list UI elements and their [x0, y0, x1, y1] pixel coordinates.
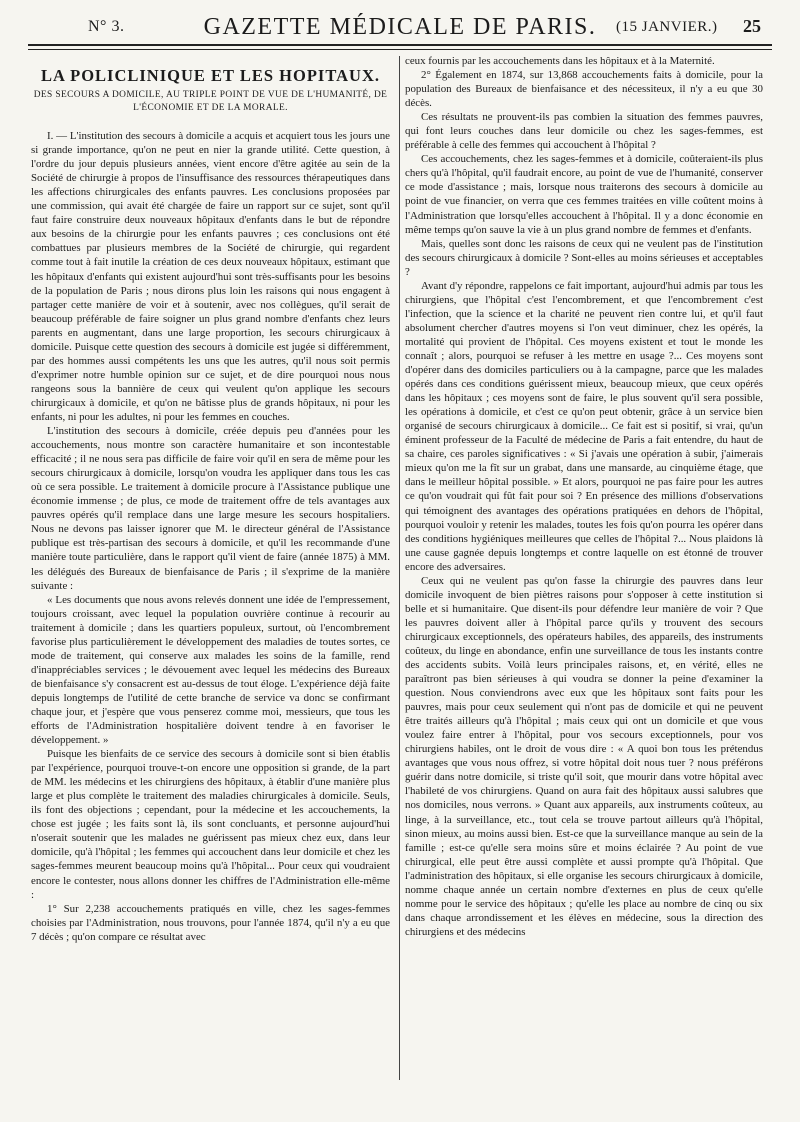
article-subheading: DES SECOURS A DOMICILE, AU TRIPLE POINT DE VUE DE L'HUMANITÉ, DE L'ÉCONOMIE ET DE LA MORALE.	[33, 90, 388, 114]
column-divider	[399, 56, 400, 1080]
paragraph: Puisque les bienfaits de ce service des secours à domicile sont si bien établis par l'expérience, pourquoi trouve-t-on encore une opposition si grande, de la part de MM. les médecins et les chirurgiens des hôpitaux, à établir d'une manière plus large et plus complète le traitement des maladies chirurgicales à domicile. Seuls, ils font des objections ; cependant, pour la médecine et les accouchements, la chose est jugée ; les faits sont là, ils sont concluants, et personne aujourd'hui n'oserait soutenir que les malades ne guérissent pas mieux chez eux, dans leur domicile, qu'à l'hôpital ; les femmes qui accouchent dans leur domicile et chez les sages-femmes meurent beaucoup moins qu'à l'hôpital... Pour ceux qui voudraient encore le contester, nous allons donner les chiffres de l'Administration elle-même :	[31, 748, 390, 901]
paragraph: Ceux qui ne veulent pas qu'on fasse la chirurgie des pauvres dans leur domicile invoquent de bien piètres raisons pour s'opposer à cette institution si belle et si humanitaire. Que disent-ils pour défendre leur manière de voir ? Que les pauvres doivent aller à l'hôpital parce qu'ils y trouvent des secours chirurgicaux exceptionnels, des opérateurs habiles, des appareils, des instruments coûteux, du linge en abondance, enfin une surveillance de tous les instants contre des accidents subits. Voilà leurs principales raisons, et, en vérité, elles ne paraîtront pas bien sérieuses à qui voudra se donner la peine d'examiner la question. Nous conviendrons avec eux que les hôpitaux sont faits pour les pauvres, mais pour ceux seulement qui n'ont pas de domicile et qui ne peuvent être traités ailleurs qu'à l'hôpital ; mais ceux qui ont un domicile et que vous voulez faire entrer à l'hôpital, pour vos secours exceptionnels, pour vos chirurgiens habiles, ont le droit de vous dire : « A quoi bon tous les prétendus avantages que vous nous offrez, si votre hôpital doit nous tuer ? nous préférons guérir dans notre domicile, si triste qu'il soit, que mourir dans votre hôpital avec l'habileté de vos chirurgiens. Quand on aura fait des hôpitaux aussi salubres que nos domiciles, nous verrons. » Quant aux appareils, aux instruments coûteux, au linge, à la surveillance, etc., tout cela se trouve partout ailleurs qu'à l'hôpital, sinon mieux, au moins aussi bien. Est-ce que la surveillance manque au sein de la famille ; est-ce qu'elle sera moins sûre et moins éclairée ? Au point de vue chirurgical, elle peut être aussi complète et aussi prompte qu'à l'hôpital. Que l'administration des hôpitaux, si elle organise les secours chirurgicaux à domicile, nomme chaque année un certain nombre d'externes en plus de ceux qu'elle nomme pour le service des hôpitaux ; qu'elle les place au nombre de cinq ou six dans chaque arrondissement et les élèves en médecine, sous la direction des chirurgiens et des médecins	[405, 574, 763, 938]
quoted-paragraph: « Les documents que nous avons relevés donnent une idée de l'empressement, toujours croissant, avec lequel la population ouvrière continue à recourir au traitement à domicile ; dans les quartiers populeux, surtout, où l'encombrement favorise plus particulièrement le développement des maladies de toutes sortes, ce mode de traitement, qui conserve aux malades les soins de la famille, rend d'inappréciables services ; le dévouement avec lequel les médecins des Bureaux de bienfaisance s'y consacrent est au-dessus de tout éloge. L'expérience déjà faite depuis longtemps de l'utilité de cette branche de service va donc se confirmant chaque jour, et j'espère que vous penserez comme moi, messieurs, que tous les efforts de l'Administration hospitalière doivent tendre à en favoriser le développement. »	[31, 593, 390, 747]
article-headline: LA POLICLINIQUE ET LES HOPITAUX.	[40, 66, 380, 85]
masthead	[28, 14, 772, 42]
paragraph: I. — L'institution des secours à domicile a acquis et acquiert tous les jours une si grande importance, qu'on ne peut en nier la grande utilité. Cette question, à l'ordre du jour depuis plusieurs années, vient encore d'être agitée au sein de la Société de chirurgie à propos de l'insuffisance des ressources thérapeutiques dans les affections chirurgicales des enfants pauvres. Les conclusions proposées par une commission, qui avait été chargée de faire un rapport sur ce sujet, sont qu'il faut faire construire deux nouveaux hôpitaux d'enfants dans le but de répondre aux besoins de la chirurgie pour les enfants pauvres ; ces conclusions ont été combattues par plusieurs membres de la Société de chirurgie, qui regardent comme tout à fait inutile la création de ces deux nouveaux hôpitaux, estimant que les hôpitaux d'enfants qui existent aujourd'hui sont très-suffisants pour les besoins de la population de Paris ; nous dirons plus loin les raisons qui nous engagent à partager cette manière de voir et à soutenir, avec nos collègues, qu'il serait de beaucoup préférable de faire soigner un plus grand nombre d'enfants chez leurs parents en augmentant, dans une large proportion, les secours chirurgicaux à domicile. Puisque cette question des secours à domicile est jugée si différemment, par des hommes aussi compétents les uns que les autres, qu'il nous soit permis d'exprimer notre humble opinion sur ce sujet, et de dire pourquoi nous nous rangeons sous la bannière de ceux qui veulent qu'on applique les secours chirurgicaux à domicile, et qu'on ne bâtisse plus de grands hôpitaux, ni pour les enfants, ni pour les adultes, ni pour les femmes en couches.	[31, 130, 390, 423]
issue-date: (15 JANVIER.)	[616, 19, 718, 35]
newspaper-title: GAZETTE MÉDICALE DE PARIS.	[203, 14, 597, 40]
right-column	[405, 54, 763, 1084]
page-number: 25	[743, 16, 761, 36]
paragraph: L'institution des secours à domicile, créée depuis peu d'années pour les accouchements, nous montre son caractère humanitaire et son incontestable efficacité ; il ne nous sera pas difficile de faire voir qu'il en sera de même pour les secours chirurgicaux à domicile, lorsqu'on voudra les appliquer dans tous les cas où ce sera possible. Le traitement à domicile procure à l'Assistance publique une économie immense ; de plus, ce mode de traitement offre de tels avantages aux pauvres opérés qu'il remplace dans une large mesure les secours hospitaliers. Nous ne devons pas laisser ignorer que M. le directeur général de l'Assistance publique est très-partisan des secours à domicile, et qu'il les recommande d'une manière toute particulière, dans le rapport qu'il vient de faire (année 1875) à MM. les délégués des Bureaux de bienfaisance de Paris ; il s'exprime de la manière suivante :	[31, 425, 390, 592]
paragraph: Mais, quelles sont donc les raisons de ceux qui ne veulent pas de l'institution des secours chirurgicaux à domicile ? Sont-elles au moins sérieuses et acceptables ?	[405, 237, 763, 278]
paragraph: Ces accouchements, chez les sages-femmes et à domicile, coûteraient-ils plus chers qu'à l'hôpital, qu'il faudrait encore, au point de vue de l'humanité, conserver ce mode d'assistance ; mais, lorsque nous traiterons des secours à domicile au point de vue financier, on verra que ces femmes traitées en ville coûtent moins à l'Administration que lorsqu'elles accouchent à l'hôpital. Il y a donc économie en même temps qu'on sauve la vie à un plus grand nombre de femmes et d'enfants.	[405, 153, 763, 236]
paragraph: 2° Également en 1874, sur 13,868 accouchements faits à domicile, pour la population des Bureaux de bienfaisance et des nécessiteux, il n'y a eu que 30 décès.	[405, 69, 763, 110]
header-rule-thin	[28, 49, 772, 50]
header-rule	[28, 44, 772, 46]
paragraph: Avant d'y répondre, rappelons ce fait important, aujourd'hui admis par tous les chirurgiens, que l'hôpital c'est l'encombrement, et que l'encombrement c'est l'infection, que la science et la charité ne peuvent rien contre lui, et qu'il faut absolument chercher d'autres moyens si l'on veut diminuer, chez les opérés, la mortalité qui provient de l'hôpital. Ces moyens existent et tout le monde les connaît ; alors, pourquoi se refuser à les mettre en usage ?... Ces moyens sont d'opérer dans des domiciles particuliers ou à la campagne, parce que les malades opérés dans ces conditions guérissent mieux, beaucoup mieux, que ceux opérés dans les hôpitaux ; ces moyens sont de faire, le plus souvent qu'il sera possible, les opérations à domicile, et c'est ce qu'on peut obtenir, grâce à un service bien organisé de secours chirurgicaux à domicile... Ce fait est si positif, si vrai, qu'un éminent professeur de la Faculté de médecine de Paris a fait entendre, du haut de sa chaire, ces paroles significatives : « Si j'avais une opération à subir, j'aimerais mieux qu'on me la fît sur un grabat, dans une mansarde, au cinquième étage, que dans le meilleur hôpital possible. » Et alors, pourquoi ne pas faire pour les autres ce qu'on voudrait qui fût fait pour soi ? En présence des millions d'observations qui témoignent des avantages des opérations pratiquées en dehors de l'hôpital, pourquoi vouloir y retenir les malades, toutes les fois qu'on pourra les opérer dans des conditions hygiéniques meilleures que celles de l'hôpital ?... Nous plaidons là une cause gagnée depuis longtemps et contre laquelle on est étonné de trouver encore des adversaires.	[405, 279, 763, 573]
issue-number: N° 3.	[88, 18, 125, 35]
paragraph: Ces résultats ne prouvent-ils pas combien la situation des femmes pauvres, qui font leurs couches dans leur domicile ou chez les sages-femmes, est préférable à celle des femmes qui accouchent à l'hôpital ?	[405, 111, 763, 152]
paragraph: 1° Sur 2,238 accouchements pratiqués en ville, chez les sages-femmes choisies par l'Administration, nous trouvons, pour l'année 1874, qu'il n'y a eu que 7 décès ; qu'on compare ce résultat avec	[31, 902, 390, 943]
paragraph-continued: ceux fournis par les accouchements dans les hôpitaux et à la Maternité.	[405, 55, 715, 67]
left-column	[31, 54, 390, 1084]
